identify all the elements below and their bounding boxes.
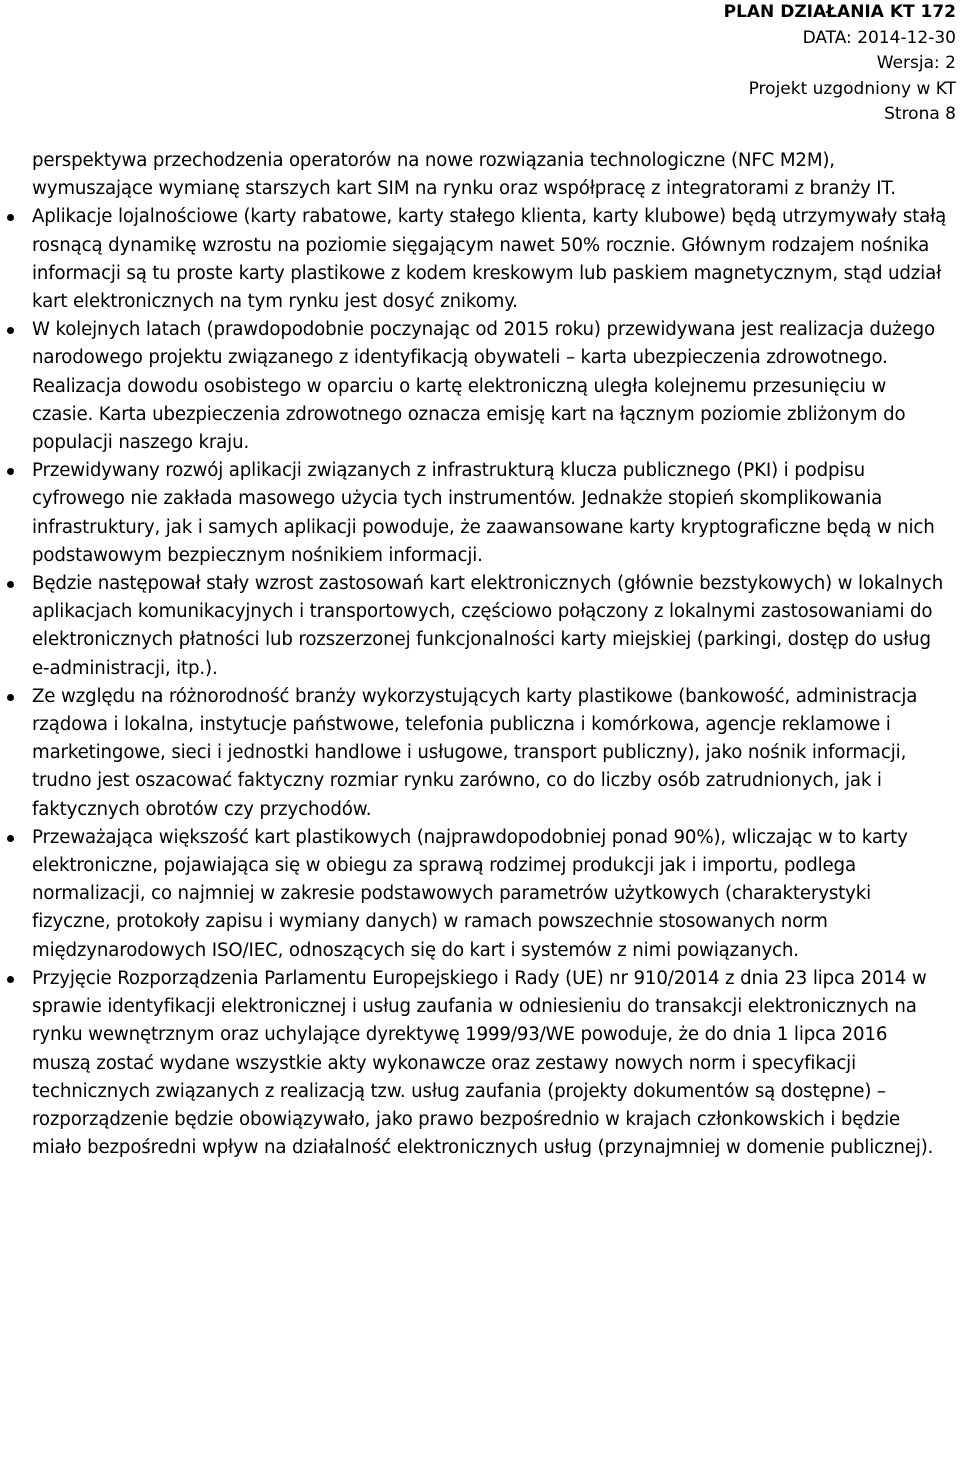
list-item [32,965,952,1162]
list-item-text: Aplikacje lojalnościowe (karty rabatowe, karty stałego klienta, karty klubowe) będą utrzymywały stałą rosnącą dynamikę wzrostu na poziomie sięgającym nawet 50% rocznie. Głównym rodzajem nośnika informacji są tu proste karty plastikowe z kodem kreskowym lub paskiem magnetycznym, stąd udział kart elektronicznych na tym rynku jest dosyć znikomy. [32,206,947,313]
bullet-icon [7,214,14,221]
list-item-text: Przyjęcie Rozporządzenia Parlamentu Europejskiego i Rady (UE) nr 910/2014 z dnia 23 lipca 2014 w sprawie identyfikacji elektronicznej i usług zaufania w odniesieniu do transakcji elektronicznych na rynku wewnętrznym oraz uchylające dyrektywę 1999/93/WE powoduje, że do dnia 1 lipca 2016 muszą zostać wydane wszystkie akty wykonawcze oraz zestawy nowych norm i specyfikacji technicznych związanych z realizacją tzw. usług zaufania (projekty dokumentów są dostępne) – rozporządzenie będzie obowiązywało, jako prawo bezpośrednio w krajach członkowskich i będzie miało bezpośredni wpływ na działalność elektronicznych usług (przynajmniej w domenie publicznej). [32,967,934,1159]
page-header [724,0,956,128]
document-title: PLAN DZIAŁANIA KT 172 [723,2,956,22]
list-item-text: Ze względu na różnorodność branży wykorzystujących karty plastikowe (bankowość, administracja rządowa i lokalna, instytucje państwowe, telefonia publiczna i komórkowa, agencje reklamowe i marketingowe, sieci i jednostki handlowe i usługowe, transport publiczny), jako nośnik informacji, trudno jest oszacować faktyczny rozmiar rynku zarówno, co do liczby osób zatrudnionych, jak i faktycznych obrotów czy przychodów. [32,685,918,820]
list-item-text: W kolejnych latach (prawdopodobnie poczynając od 2015 roku) przewidywana jest realizacja dużego narodowego projektu związanego z identyfikacją obywateli – karta ubezpieczenia zdrowotnego. Realizacja dowodu osobistego w oparciu o kartę elektroniczną uległa kolejnemu przesunięciu w czasie. Karta ubezpieczenia zdrowotnego oznacza emisję kart na łącznym poziomie zbliżonym do populacji naszego kraju. [32,319,935,454]
document-date: DATA: 2014-12-30 [802,27,956,48]
bullet-list [32,203,952,1162]
intro-paragraph: perspektywa przechodzenia operatorów na nowe rozwiązania technologiczne (NFC M2M), wymuszające wymianę starszych kart SIM na rynku oraz współpracę z integratorami z branży IT. [32,150,896,200]
page-number: Strona 8 [884,104,956,125]
bullet-icon [7,468,14,475]
bullet-icon [7,327,14,334]
bullet-icon [7,581,14,588]
bullet-icon [7,976,14,983]
list-item [32,203,952,316]
document-body [32,147,952,1162]
list-item [32,316,952,457]
document-version: Wersja: 2 [876,53,956,74]
list-item-text: Będzie następował stały wzrost zastosowań kart elektronicznych (głównie bezstykowych) w lokalnych aplikacjach komunikacyjnych i transportowych, częściowo połączony z lokalnymi zastosowaniami do elektronicznych płatności lub rozszerzonej funkcjonalności karty miejskiej (parkingi, dostęp do usług e-administracji, itp.). [32,573,944,679]
list-item [32,683,952,824]
list-item [32,824,952,965]
bullet-icon [7,694,14,701]
document-status: Projekt uzgodniony w KT [748,78,956,99]
list-item [32,570,952,683]
list-item [32,457,952,570]
list-item-text: Przewidywany rozwój aplikacji związanych z infrastrukturą klucza publicznego (PKI) i podpisu cyfrowego nie zakłada masowego użycia tych instrumentów. Jednakże stopień skomplikowania infrastruktury, jak i samych aplikacji powoduje, że zaawansowane karty kryptograficzne będą w nich podstawowym bezpiecznym nośnikiem informacji. [32,460,935,566]
bullet-icon [7,835,14,842]
list-item-text: Przeważająca większość kart plastikowych (najprawdopodobniej ponad 90%), wliczając w to karty elektroniczne, pojawiająca się w obiegu za sprawą rodzimej produkcji jak i importu, podlega normalizacji, co najmniej w zakresie podstawowych parametrów użytkowych (charakterystyki fizyczne, protokoły zapisu i wymiany danych) w ramach powszechnie stosowanych norm międzynarodowych ISO/IEC, odnoszących się do kart i systemów z nimi powiązanych. [32,826,908,961]
